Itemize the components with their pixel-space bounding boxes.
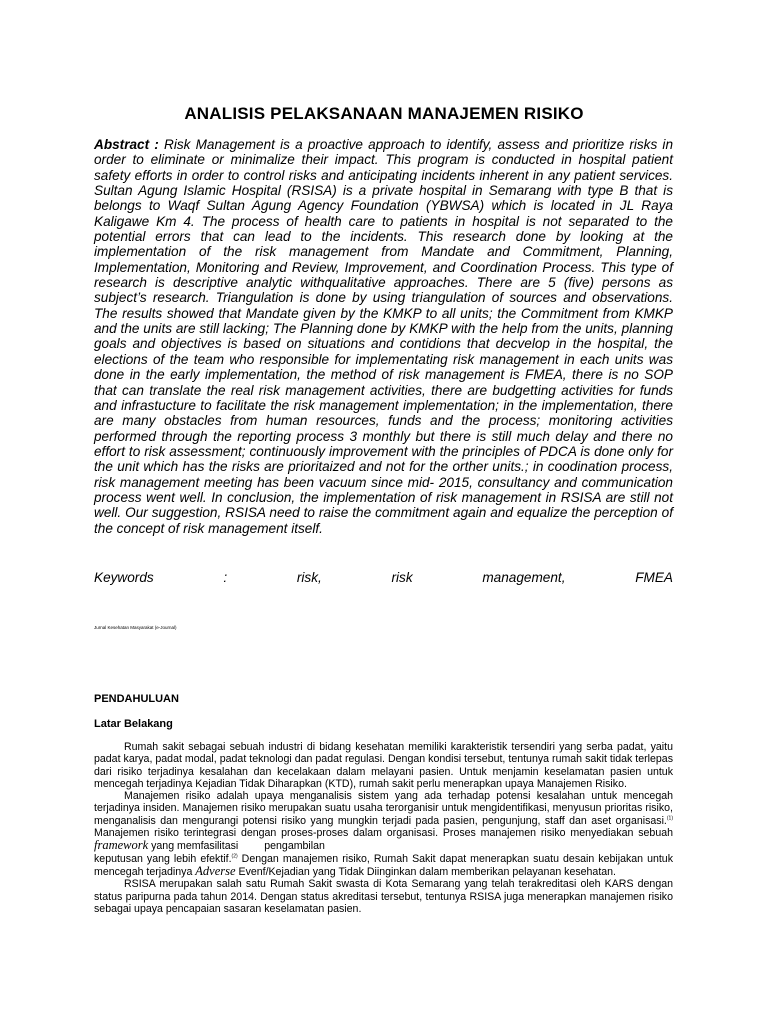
citation-1: (1) — [666, 815, 673, 822]
keyword-2: risk — [391, 570, 413, 585]
abstract — [94, 137, 673, 536]
paragraph-2-line2-a: keputusan yang lebih efektif. — [94, 852, 232, 865]
keyword-4: FMEA — [635, 570, 673, 585]
term-adverse: Adverse — [195, 863, 236, 878]
keyword-3: management, — [482, 570, 566, 585]
paragraph-2-text-b: Manajemen risiko terintegrasi dengan proses-proses dalam organisasi. Proses manajemen risiko menyediakan sebuah — [94, 827, 673, 840]
abstract-text: Risk Management is a proactive approach to identify, assess and prioritize risks in order to eliminate or minimalize their impact. This program is conducted in hospital patient safety efforts in order to control risks and anticipating incidents inherent in any patient services. Sultan Agung Islamic Hospital (RSISA) is a private hospital in Semarang with type B that is belongs to Waqf Sultan Agung Agency Foundation (YBWSA) which is located in JL Raya Kaligawe Km 4. The process of health care to patients in hospital is not separated to the potential errors that can lead to the incidents. This research done by looking at the implementation of the risk management from Mandate and Commitment, Planning, Implementation, Monitoring and Review, Improvement, and Coordination Process. This type of research is descriptive analytic withqualitative approaches. There are 5 (five) persons as subject’s research. Triangulation is done by using triangulation of sources and observations. The results showed that Mandate given by the KMKP to all units; the Commitment from KMKP and the units are still lacking; The Planning done by KMKP with the help from the units, planning goals and objectives is based on situations and contidions that decvelop in the hospital, the elections of the team who responsible for implementating risk management in each units was done in the early implementation, the method of risk management is FMEA, there is no SOP that can translate the real risk management activities, there are budgetting activities for funds and infrastucture to facilitate the risk management implementation; in the implementation, there are many obstacles from human resources, funds and the process; monitoring activities performed through the reporting process 3 monthly but there is still much delay and there no effort to risk assessment; continuously improvement with the principles of PDCA is done only for the unit which has the risks are prioritaized and not for the orther units.; in coodination process, risk management meeting has been vacuum since mid- 2015, consultancy and communication process went well. In conclusion, the implementation of risk management in RSISA are still not well. Our suggestion, RSISA need to raise the commitment again and equalize the perception of the concept of risk management itself. — [94, 137, 674, 536]
paragraph-1: Rumah sakit sebagai sebuah industri di bidang kesehatan memiliki karakteristik tersendiri yang serba padat, yaitu padat karya, padat modal, padat teknologi dan padat regulasi. Dengan kondisi tersebut, tentunya rumah sakit tidak terlepas dari risiko terjadinya kesalahan dan kecelakaan dalam melayani pasien. Untuk menjamin keselamatan pasien untuk mencegah terjadinya Kejadian Tidak Diharapkan (KTD), rumah sakit perlu menerapkan upaya Manajemen Risiko. — [94, 741, 673, 790]
paragraph-2-text-c: yang memfasilitasi — [148, 840, 239, 853]
abstract-label: Abstract : — [94, 137, 159, 152]
keywords-colon: : — [223, 570, 228, 585]
page-title: ANALISIS PELAKSANAAN MANAJEMEN RISIKO — [184, 104, 584, 123]
term-framework: framework — [94, 838, 149, 853]
keyword-1: risk, — [296, 570, 322, 585]
paragraph-2-line2-c: Evenf/Kejadian yang Tidak Diinginkan dalam memberikan pelayanan kesehatan. — [235, 865, 616, 878]
section-body — [94, 741, 673, 915]
keywords-label: Keywords — [94, 570, 154, 585]
paragraph-2 — [94, 790, 673, 852]
keywords-line — [94, 570, 673, 586]
paragraph-2-line2-b: Dengan manajemen risiko, Rumah Sakit dapat menerapkan suatu desain kebijakan untuk mencegah terjadinya — [94, 852, 673, 878]
paragraph-2-text-d: pengambilan — [264, 840, 325, 853]
paragraph-3: RSISA merupakan salah satu Rumah Sakit swasta di Kota Semarang yang telah terakreditasi oleh KARS dengan status paripurna pada tahun 2014. Dengan status akreditasi tersebut, tentunya RSISA juga menerapkan manajemen risiko sebagai upaya pencapaian sasaran keselamatan pasien. — [94, 878, 673, 915]
paragraph-2-cont — [94, 853, 673, 879]
section-subheading: Latar Belakang — [94, 718, 173, 730]
section-heading: PENDAHULUAN — [94, 693, 179, 705]
citation-2: (2) — [231, 853, 238, 860]
paragraph-2-text-a: Manajemen risiko adalah upaya menganalisis sistem yang ada terhadap potensi kesalahan untuk mencegah terjadinya insiden. Manajemen risiko merupakan suatu usaha terorganisir untuk mengidentifikasi, menyusun prioritas risiko, menganalisis dan mengurangi potensi risiko yang mungkin terjadi pada pasien, pengunjung, staff dan aset organisasi. — [94, 790, 673, 827]
journal-footnote: Jurnal Kesehatan Masyarakat (e-Journal) — [94, 625, 177, 630]
